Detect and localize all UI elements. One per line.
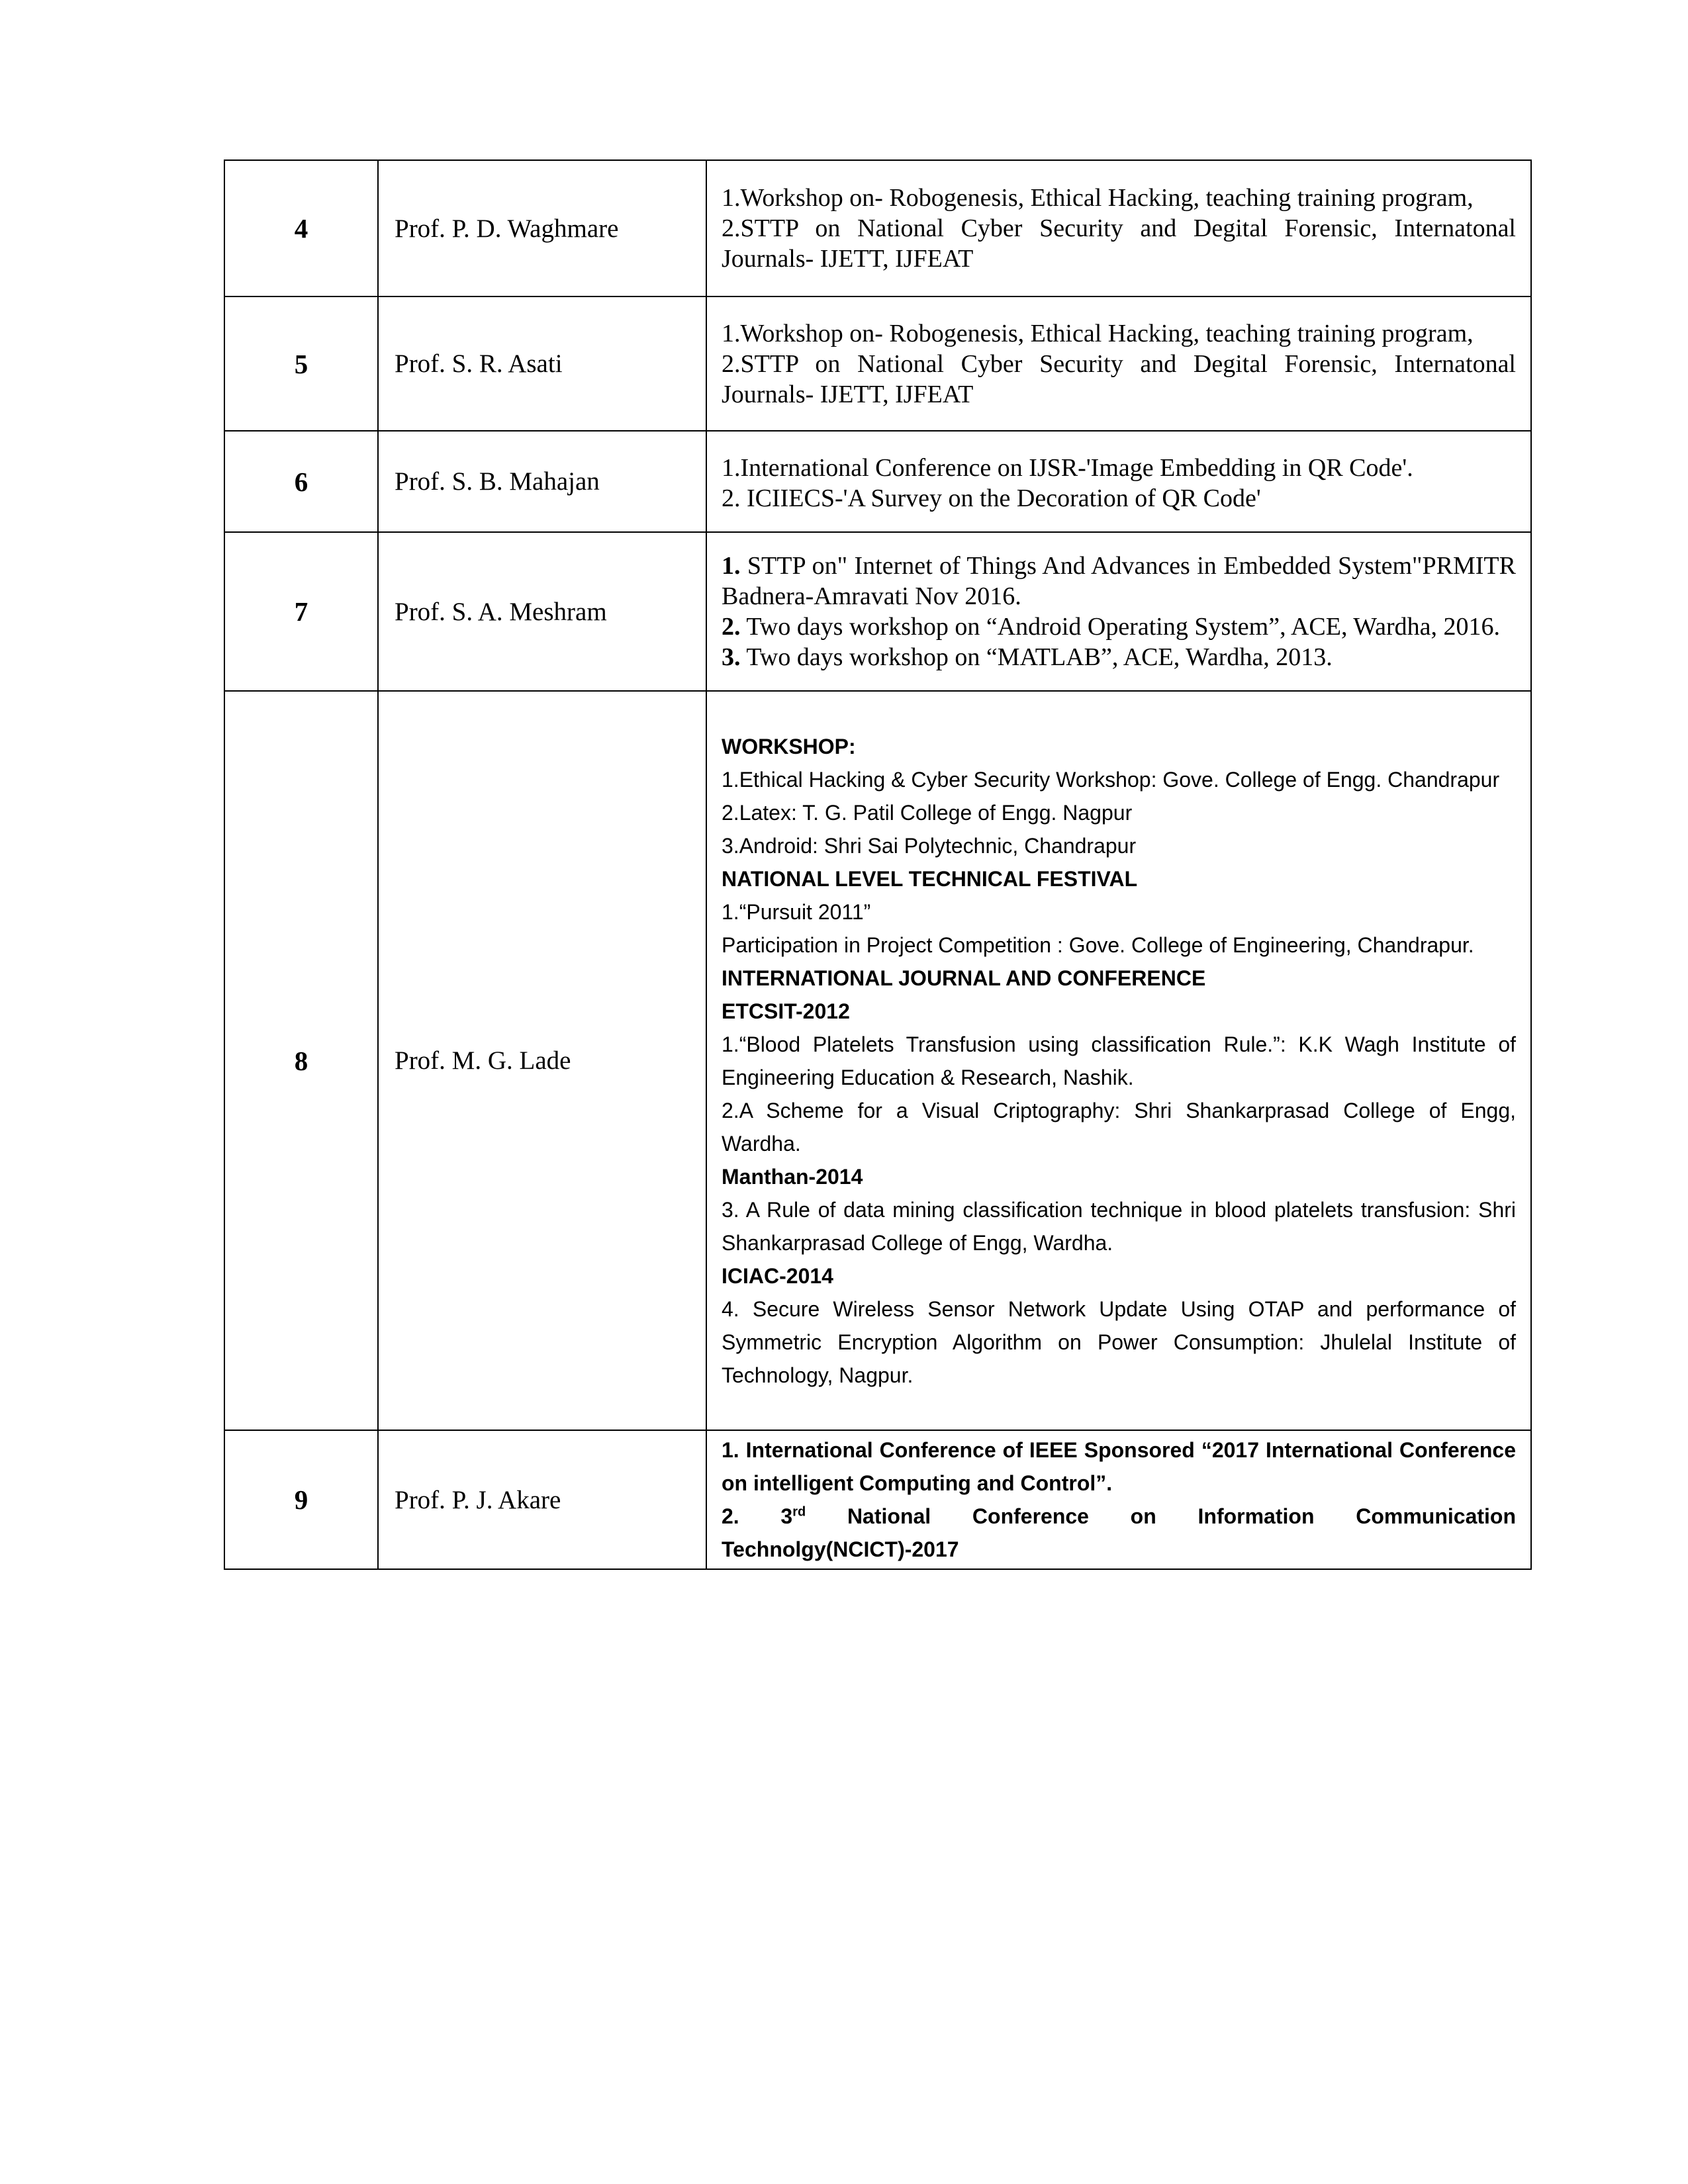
section-heading: NATIONAL LEVEL TECHNICAL FESTIVAL (722, 866, 1138, 891)
serial-number: 6 (224, 431, 378, 532)
activity-details (706, 431, 1531, 532)
detail-line: 1.“Pursuit 2011” (722, 899, 871, 924)
serial-number: 8 (224, 691, 378, 1430)
detail-line: 3.Android: Shri Sai Polytechnic, Chandrapur (722, 833, 1137, 858)
serial-number: 7 (224, 532, 378, 691)
activity-details (706, 532, 1531, 691)
detail-line: 2.Latex: T. G. Patil College of Engg. Nagpur (722, 800, 1133, 825)
item-text: Two days workshop on “MATLAB”, ACE, Wardha, 2013. (740, 643, 1333, 671)
item-text: STTP on" Internet of Things And Advances in Embedded System"PRMITR Badnera-Amravati Nov 2016. (722, 552, 1516, 610)
detail-line: 2.STTP on National Cyber Security and Degital Forensic, Internatonal Journals- IJETT, IJFEAT (722, 349, 1516, 408)
detail-line: 1.“Blood Platelets Transfusion using classification Rule.”: K.K Wagh Institute of Engineering Education & Research, Nashik. (722, 1032, 1516, 1089)
item-text: National Conference on Information Communication Technolgy(NCICT)-2017 (722, 1504, 1517, 1561)
ordinal-suffix: rd (792, 1504, 806, 1520)
table-row (224, 296, 1531, 431)
table-row (224, 160, 1531, 296)
activity-details (706, 691, 1531, 1430)
faculty-name: Prof. P. J. Akare (378, 1430, 706, 1569)
detail-line: 2.A Scheme for a Visual Criptography: Shri Shankarprasad College of Engg, Wardha. (722, 1098, 1516, 1156)
activity-details (706, 296, 1531, 431)
detail-line: 3. A Rule of data mining classification technique in blood platelets transfusion: Shri Shankarprasad College of Engg, Wardha. (722, 1197, 1516, 1255)
serial-number: 4 (224, 160, 378, 296)
section-heading: Manthan-2014 (722, 1164, 863, 1189)
faculty-name: Prof. S. R. Asati (378, 296, 706, 431)
detail-line (722, 642, 1516, 672)
section-heading: INTERNATIONAL JOURNAL AND CONFERENCE (722, 966, 1206, 990)
detail-line: 1. International Conference of IEEE Sponsored “2017 International Conference on intelligent Computing and Control”. (722, 1438, 1516, 1495)
item-text: Two days workshop on “Android Operating System”, ACE, Wardha, 2016. (740, 613, 1501, 641)
detail-line: 1.Workshop on- Robogenesis, Ethical Hacking, teaching training program, (722, 184, 1474, 212)
faculty-activities-table (224, 159, 1532, 1570)
item-number: 3. (722, 643, 741, 671)
detail-line: 1.Ethical Hacking & Cyber Security Workshop: Gove. College of Engg. Chandrapur (722, 767, 1500, 792)
table-row (224, 532, 1531, 691)
table-row (224, 431, 1531, 532)
table-row (224, 691, 1531, 1430)
faculty-name: Prof. S. A. Meshram (378, 532, 706, 691)
faculty-name: Prof. P. D. Waghmare (378, 160, 706, 296)
item-number: 2. (722, 613, 741, 641)
faculty-name: Prof. M. G. Lade (378, 691, 706, 1430)
detail-line: 1.Workshop on- Robogenesis, Ethical Hacking, teaching training program, (722, 319, 1474, 347)
detail-line: 2. ICIIECS-'A Survey on the Decoration of QR Code' (722, 484, 1261, 512)
serial-number: 5 (224, 296, 378, 431)
activity-details (706, 160, 1531, 296)
activity-details (706, 1430, 1531, 1569)
detail-line: 1.International Conference on IJSR-'Image Embedding in QR Code'. (722, 453, 1413, 482)
table-row (224, 1430, 1531, 1569)
section-heading: ETCSIT-2012 (722, 999, 850, 1023)
detail-line (722, 1500, 1516, 1566)
detail-line: 4. Secure Wireless Sensor Network Update Using OTAP and performance of Symmetric Encryption Algorithm on Power Consumption: Jhulelal Institute of Technology, Nagpur. (722, 1297, 1516, 1387)
item-number: 1. (722, 552, 741, 580)
detail-line: Participation in Project Competition : Gove. College of Engineering, Chandrapur. (722, 933, 1474, 957)
section-heading: WORKSHOP: (722, 734, 856, 758)
detail-line (722, 612, 1516, 642)
detail-line (722, 551, 1516, 612)
detail-line: 2.STTP on National Cyber Security and Degital Forensic, Internatonal Journals- IJETT, IJFEAT (722, 214, 1516, 273)
serial-number: 9 (224, 1430, 378, 1569)
item-number: 2. 3 (722, 1504, 793, 1528)
section-heading: ICIAC-2014 (722, 1263, 833, 1288)
faculty-name: Prof. S. B. Mahajan (378, 431, 706, 532)
